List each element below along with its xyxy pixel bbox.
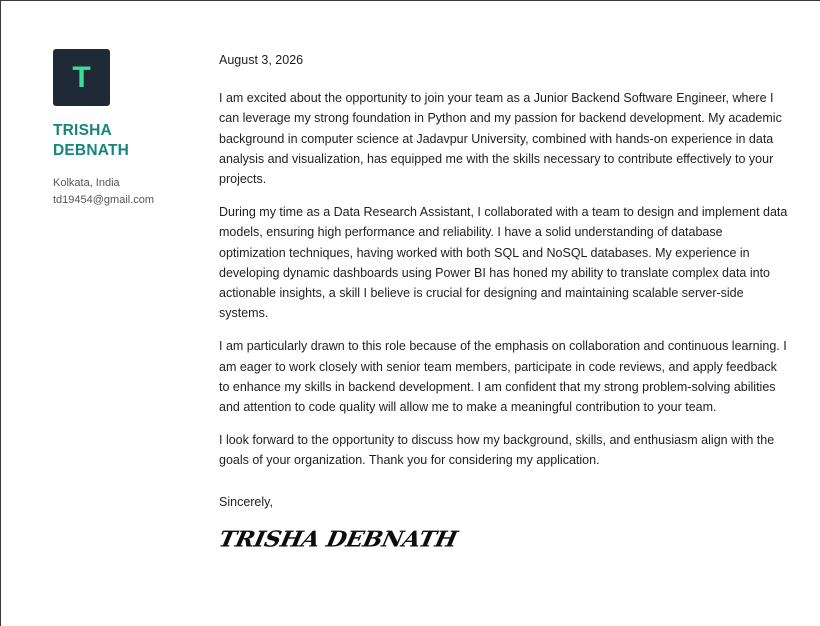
sender-first-name: TRISHA [53, 122, 112, 139]
sender-location: Kolkata, India [53, 177, 120, 189]
letter-paragraph-2: During my time as a Data Research Assistant, I collaborated with a team to design and implement data models, ensuring high performance and reliability. I have a solid understanding of database optimization techniques, having worked with both SQL and NoSQL databases. My experience in developing dynamic dashboards using Power BI has honed my ability to translate complex data into actionable insights, a skill I believe is crucial for designing and maintaining scalable server-side systems. [219, 205, 788, 321]
letter-paragraph-3: I am particularly drawn to this role because of the emphasis on collaboration and continuous learning. I am eager to work closely with senior team members, participate in code reviews, and apply feedback to enhance my skills in backend development. I am confident that my strong problem-solving abilities and attention to code quality will allow me to make a meaningful contribution to your team. [219, 339, 787, 415]
sender-sidebar [53, 49, 193, 209]
sender-last-name: DEBNATH [53, 142, 130, 159]
sender-name [53, 121, 193, 161]
handwritten-signature: TRISHA DEBNATH [216, 526, 460, 553]
sender-contact [53, 175, 193, 209]
cover-letter-body [216, 50, 789, 553]
letter-closing: Sincerely, [219, 494, 273, 509]
monogram-logo [53, 49, 110, 106]
sender-email: td19454@gmail.com [53, 194, 155, 206]
monogram-initial: T [72, 60, 91, 94]
letter-paragraph-4: I look forward to the opportunity to discuss how my background, skills, and enthusiasm align with the goals of your organization. Thank you for considering my application. [219, 433, 775, 468]
letter-paragraph-1: I am excited about the opportunity to join your team as a Junior Backend Software Engineer, where I can leverage my strong foundation in Python and my passion for backend development. My academic background in computer science at Jadavpur University, combined with hands-on experience in data analysis and visualization, has equipped me with the skills necessary to contribute effectively to your projects. [219, 91, 782, 187]
letter-date: August 3, 2026 [219, 53, 304, 67]
